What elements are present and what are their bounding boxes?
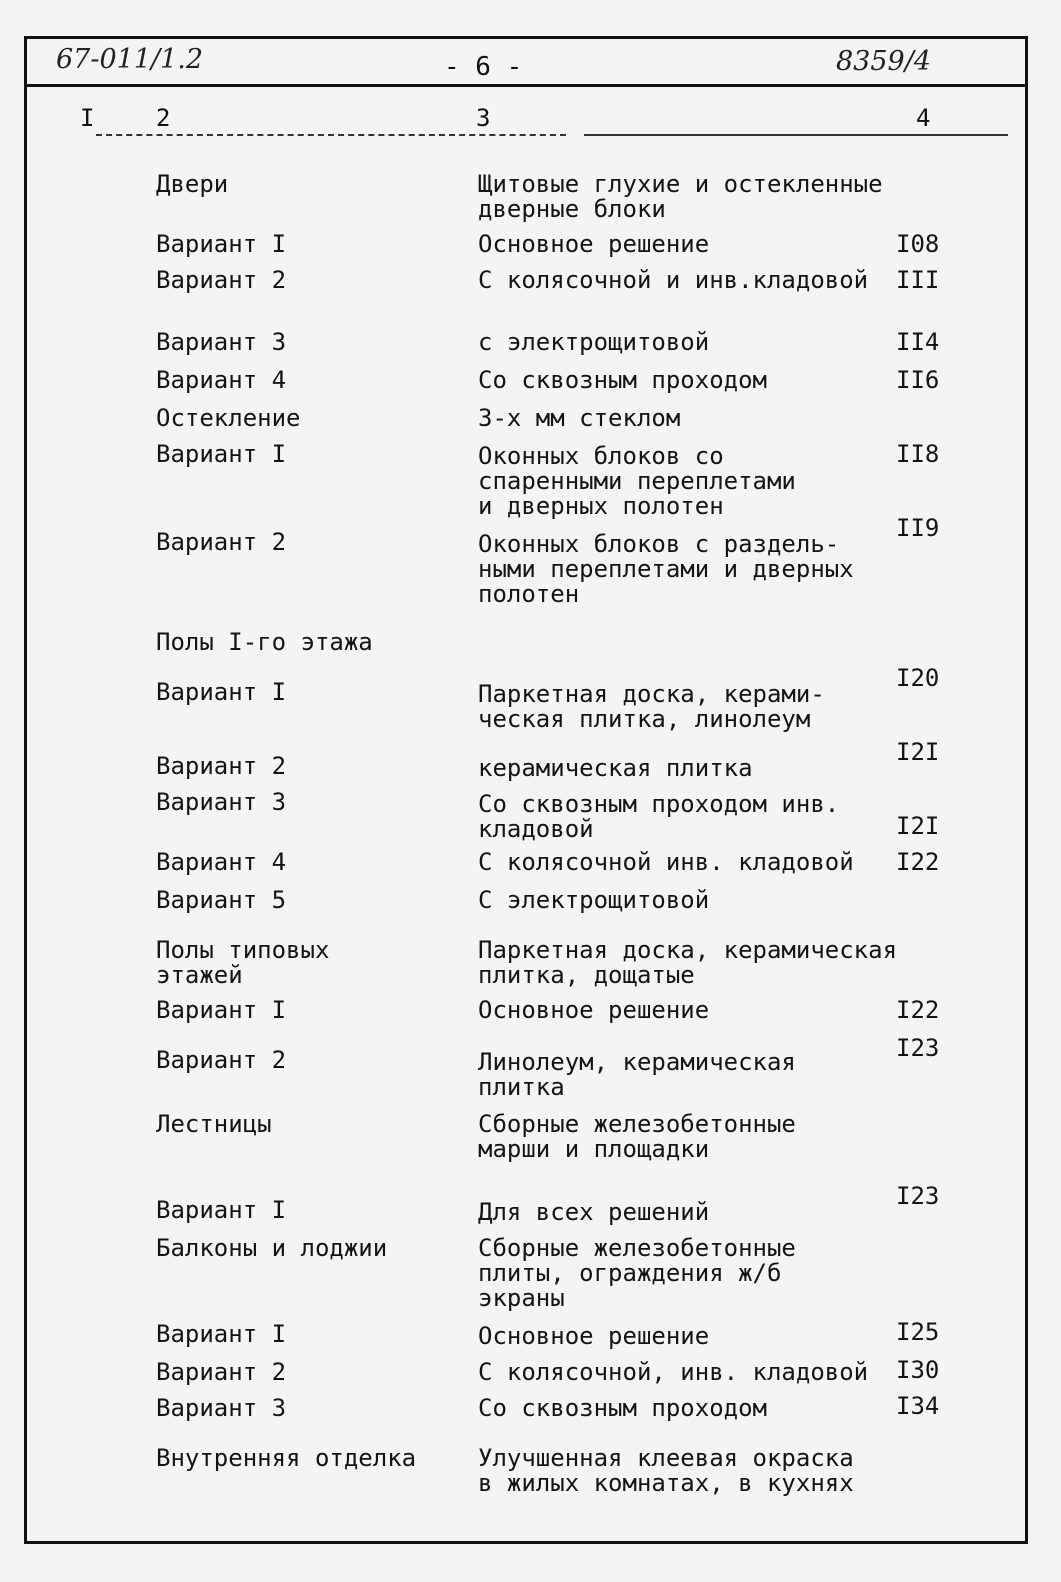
row-item: Вариант I	[156, 996, 287, 1024]
column-header-2: 2	[156, 104, 171, 132]
row-description: с электрощитовой	[478, 328, 710, 356]
row-page: I22	[896, 848, 940, 876]
row-item: Полы типовых этажей	[156, 936, 330, 989]
row-page: I20	[896, 664, 940, 692]
column-header-3: 3	[476, 104, 491, 132]
row-description: 3-х мм стеклом	[478, 404, 681, 432]
row-description: Сборные железобетонные марши и площадки	[478, 1110, 796, 1163]
row-description: С колясочной инв. кладовой	[478, 848, 854, 876]
row-description: Линолеум, керамическая плитка	[478, 1048, 796, 1101]
row-page: II4	[896, 328, 940, 356]
row-item: Внутренняя отделка	[156, 1444, 417, 1472]
row-item: Вариант I	[156, 230, 287, 258]
row-description: Оконных блоков со спаренными переплетами и дверных полотен	[478, 442, 796, 520]
row-page: I2I	[896, 812, 940, 840]
row-description: Оконных блоков с раздель- ными переплетами и дверных полотен	[478, 530, 854, 608]
row-item: Вариант 3	[156, 788, 287, 816]
row-description: Со сквозным проходом	[478, 1394, 767, 1422]
page-number: - 6 -	[444, 52, 523, 82]
row-item: Вариант 2	[156, 266, 287, 294]
column-header-rule	[584, 134, 1008, 136]
sheet-code: 8359/4	[836, 46, 931, 77]
row-description: Щитовые глухие и остекленные дверные блоки	[478, 170, 883, 223]
row-description: С колясочной и инв.кладовой	[478, 266, 869, 294]
row-description: С колясочной, инв. кладовой	[478, 1358, 869, 1386]
row-description: Основное решение	[478, 230, 710, 258]
row-page: II6	[896, 366, 940, 394]
row-item: Вариант 2	[156, 1358, 287, 1386]
row-description: С электрощитовой	[478, 886, 710, 914]
row-item: Вариант 3	[156, 328, 287, 356]
row-description: Паркетная доска, керамическая плитка, дощатые	[478, 936, 898, 989]
row-description: Паркетная доска, керами- ческая плитка, линолеум	[478, 680, 825, 733]
row-description: Для всех решений	[478, 1198, 710, 1226]
row-item: Вариант 4	[156, 366, 287, 394]
doc-code: 67-011/1.2	[56, 44, 204, 75]
row-item: Вариант I	[156, 678, 287, 706]
row-page: I30	[896, 1356, 940, 1384]
column-header-4: 4	[916, 104, 931, 132]
row-description: Основное решение	[478, 1322, 710, 1350]
row-item: Вариант I	[156, 1320, 287, 1348]
row-page: I08	[896, 230, 940, 258]
row-page: II9	[896, 514, 940, 542]
column-header-1: I	[80, 104, 95, 132]
row-item: Вариант I	[156, 440, 287, 468]
row-item: Вариант 5	[156, 886, 287, 914]
row-page: I23	[896, 1034, 940, 1062]
row-description: керамическая плитка	[478, 754, 753, 782]
row-description: Сборные железобетонные плиты, ограждения ж/б экраны	[478, 1234, 796, 1312]
row-page: I22	[896, 996, 940, 1024]
row-item: Вариант 4	[156, 848, 287, 876]
row-description: Основное решение	[478, 996, 710, 1024]
header-divider	[24, 84, 1028, 87]
row-item: Вариант 2	[156, 752, 287, 780]
row-description: Со сквозным проходом инв. кладовой	[478, 790, 840, 843]
row-item: Остекление	[156, 404, 301, 432]
row-item: Вариант 3	[156, 1394, 287, 1422]
column-header-rule	[96, 134, 566, 136]
row-page: II8	[896, 440, 940, 468]
row-item: Лестницы	[156, 1110, 272, 1138]
row-item: Балконы и лоджии	[156, 1234, 388, 1262]
row-item: Двери	[156, 170, 229, 198]
row-page: I23	[896, 1182, 940, 1210]
row-description: Со сквозным проходом	[478, 366, 767, 394]
row-description: Улучшенная клеевая окраска в жилых комнатах, в кухнях	[478, 1444, 854, 1497]
row-page: III	[896, 266, 940, 294]
row-page: I2I	[896, 738, 940, 766]
row-page: I25	[896, 1318, 940, 1346]
row-item: Вариант I	[156, 1196, 287, 1224]
row-item: Полы I-го этажа	[156, 628, 373, 656]
row-item: Вариант 2	[156, 528, 287, 556]
row-page: I34	[896, 1392, 940, 1420]
row-item: Вариант 2	[156, 1046, 287, 1074]
